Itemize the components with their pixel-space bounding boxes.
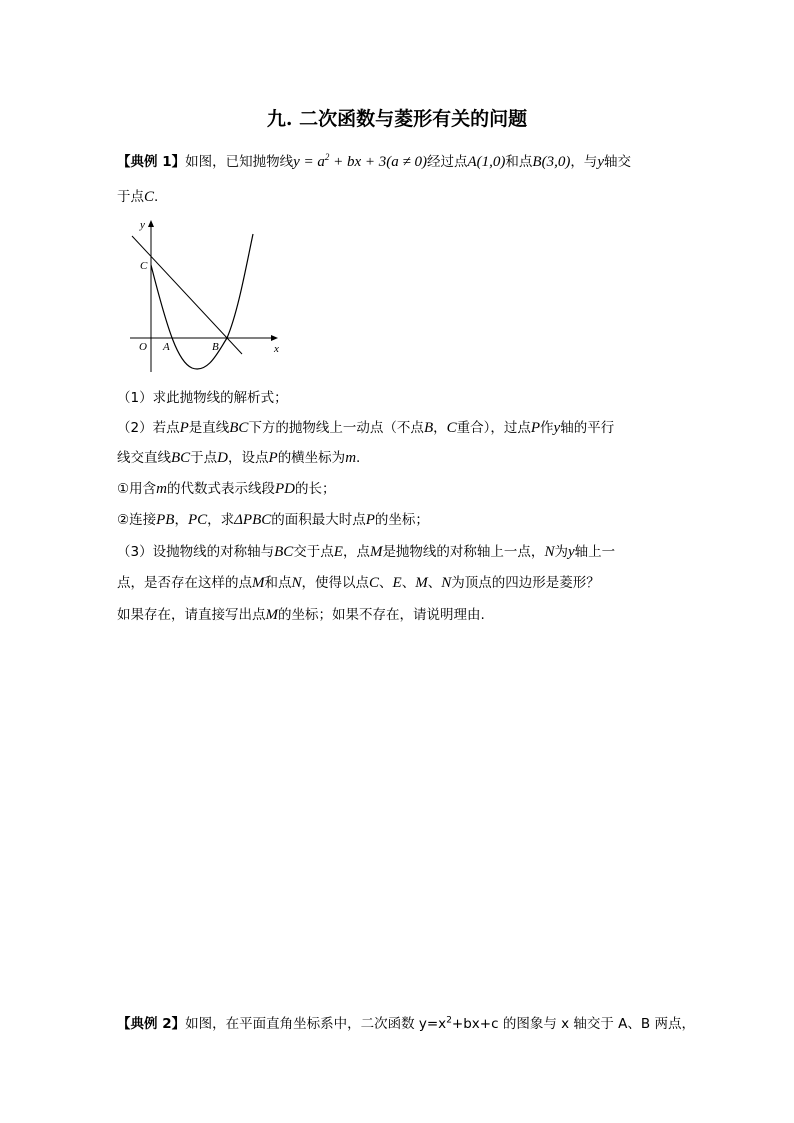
- text: 如图，已知抛物线: [185, 154, 294, 170]
- label-c: C: [140, 260, 148, 272]
- text: 轴交: [603, 154, 631, 170]
- label-a: A: [163, 341, 170, 353]
- example1-tag: 【典例 1】: [117, 154, 186, 170]
- label-x: x: [274, 343, 279, 355]
- example2-line1: 【典例 2】如图，在平面直角坐标系中，二次函数 $y=x^2+bx+c$ 的图象与 x 轴交于 A、B 两点，: [117, 1015, 695, 1032]
- question-3-line1: （3）设抛物线的对称轴与BC交于点E，点M是抛物线的对称轴上一点，N为y轴上一: [117, 544, 616, 560]
- question-1: （1）求此抛物线的解析式；: [117, 390, 288, 406]
- example1-line2: [117, 185, 158, 206]
- example2-tag: 【典例 2】: [117, 1016, 186, 1032]
- text: 于点: [117, 189, 144, 205]
- question-2-sub2: ②连接PB，PC，求ΔPBC的面积最大时点P的坐标；: [117, 512, 429, 528]
- x-axis-arrow-icon: [271, 335, 278, 341]
- label-b: B: [212, 341, 219, 353]
- label-o: O: [139, 341, 147, 353]
- text: ，与: [570, 154, 598, 170]
- page-title: 九. 二次函数与菱形有关的问题: [266, 108, 528, 130]
- point-a: A(1,0): [467, 154, 506, 170]
- text: 经过点: [427, 154, 468, 170]
- var-y: y: [597, 154, 604, 170]
- question-2-line1: （2）若点P是直线BC下方的抛物线上一动点（不点B，C重合），过点P作y轴的平行: [117, 420, 615, 436]
- question-3-line2: 点，是否存在这样的点M和点N，使得以点C、E、M、N为顶点的四边形是菱形？: [117, 575, 600, 591]
- question-2-line2: 线交直线BC于点D，设点P的横坐标为m.: [117, 450, 361, 466]
- parabola-equation: $y = a^2$ + bx + 3(a ≠ 0): [293, 152, 427, 170]
- example1-line1: [117, 150, 631, 171]
- parabola-graph: [120, 212, 290, 377]
- text: .: [154, 189, 159, 205]
- y-axis-arrow-icon: [148, 220, 154, 227]
- question-3-line3: 如果存在，请直接写出点M的坐标；如果不存在，请说明理由.: [117, 607, 485, 623]
- line-bc: [132, 236, 242, 354]
- question-2-sub1: ①用含m的代数式表示线段PD的长；: [117, 481, 336, 497]
- text: 和点: [505, 154, 533, 170]
- point-b: B(3,0): [532, 154, 571, 170]
- label-y: y: [140, 219, 145, 231]
- point-c: C: [144, 189, 155, 205]
